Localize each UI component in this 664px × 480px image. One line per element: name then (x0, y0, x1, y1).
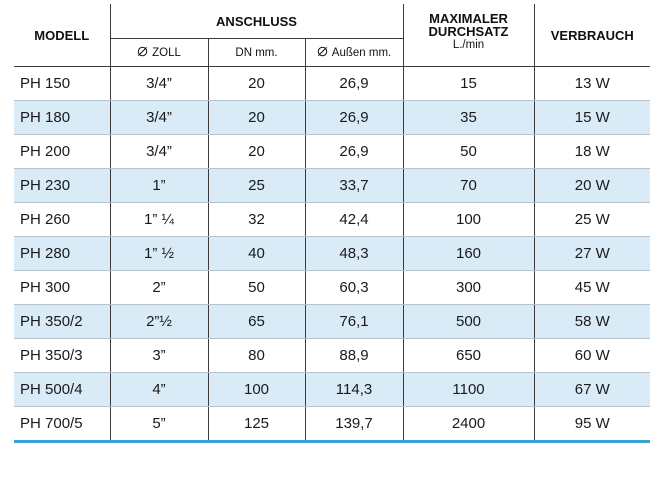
table-row (14, 373, 650, 407)
table-row (14, 407, 650, 442)
cell-zoll: 1” (110, 169, 208, 203)
cell-zoll: 1” ½ (110, 237, 208, 271)
cell-power: 95 W (534, 407, 650, 442)
table-row (14, 101, 650, 135)
table-row (14, 203, 650, 237)
cell-power: 60 W (534, 339, 650, 373)
cell-zoll: 4” (110, 373, 208, 407)
cell-flow: 160 (403, 237, 534, 271)
cell-flow: 70 (403, 169, 534, 203)
cell-power: 15 W (534, 101, 650, 135)
cell-aussen: 139,7 (305, 407, 403, 442)
cell-zoll: 5” (110, 407, 208, 442)
table-row (14, 271, 650, 305)
header-anschluss: ANSCHLUSS (110, 4, 403, 39)
cell-zoll: 2”½ (110, 305, 208, 339)
cell-aussen: 48,3 (305, 237, 403, 271)
cell-power: 67 W (534, 373, 650, 407)
cell-power: 25 W (534, 203, 650, 237)
cell-aussen: 26,9 (305, 101, 403, 135)
header-dn: DN mm. (208, 39, 305, 67)
cell-model: PH 500/4 (14, 373, 110, 407)
cell-zoll: 3” (110, 339, 208, 373)
cell-aussen: 26,9 (305, 67, 403, 101)
cell-model: PH 700/5 (14, 407, 110, 442)
cell-zoll: 3/4” (110, 67, 208, 101)
table-body (14, 67, 650, 442)
cell-aussen: 26,9 (305, 135, 403, 169)
cell-flow: 1100 (403, 373, 534, 407)
cell-model: PH 150 (14, 67, 110, 101)
cell-dn: 32 (208, 203, 305, 237)
header-maximaler: MAXIMALER (429, 11, 508, 26)
cell-aussen: 76,1 (305, 305, 403, 339)
diameter-icon (137, 46, 148, 57)
cell-flow: 2400 (403, 407, 534, 442)
cell-flow: 500 (403, 305, 534, 339)
table-row (14, 305, 650, 339)
cell-model: PH 200 (14, 135, 110, 169)
header-aussen (305, 39, 403, 67)
cell-model: PH 280 (14, 237, 110, 271)
cell-flow: 15 (403, 67, 534, 101)
spec-table-container (14, 4, 650, 443)
table-row (14, 339, 650, 373)
cell-dn: 20 (208, 135, 305, 169)
cell-dn: 20 (208, 67, 305, 101)
header-verbrauch: VERBRAUCH (534, 4, 650, 67)
cell-flow: 35 (403, 101, 534, 135)
cell-model: PH 300 (14, 271, 110, 305)
cell-power: 20 W (534, 169, 650, 203)
cell-power: 58 W (534, 305, 650, 339)
cell-dn: 125 (208, 407, 305, 442)
header-durchsatz: DURCHSATZ (428, 24, 509, 39)
cell-power: 27 W (534, 237, 650, 271)
table-row (14, 169, 650, 203)
cell-flow: 50 (403, 135, 534, 169)
cell-dn: 100 (208, 373, 305, 407)
cell-dn: 65 (208, 305, 305, 339)
header-aussen-label: Außen mm. (331, 47, 392, 59)
header-zoll (110, 39, 208, 67)
cell-aussen: 33,7 (305, 169, 403, 203)
cell-dn: 40 (208, 237, 305, 271)
cell-aussen: 42,4 (305, 203, 403, 237)
cell-aussen: 88,9 (305, 339, 403, 373)
cell-model: PH 180 (14, 101, 110, 135)
cell-flow: 650 (403, 339, 534, 373)
table-row (14, 237, 650, 271)
cell-flow: 100 (403, 203, 534, 237)
cell-dn: 50 (208, 271, 305, 305)
cell-model: PH 350/2 (14, 305, 110, 339)
cell-flow: 300 (403, 271, 534, 305)
header-max-durchsatz (403, 4, 534, 67)
header-modell: MODELL (14, 4, 110, 67)
cell-dn: 80 (208, 339, 305, 373)
cell-model: PH 230 (14, 169, 110, 203)
table-row (14, 135, 650, 169)
header-flow-unit: L./min (452, 39, 485, 51)
cell-power: 45 W (534, 271, 650, 305)
cell-aussen: 60,3 (305, 271, 403, 305)
cell-power: 18 W (534, 135, 650, 169)
cell-dn: 20 (208, 101, 305, 135)
diameter-icon (317, 46, 328, 57)
spec-table (14, 4, 650, 443)
cell-zoll: 3/4” (110, 135, 208, 169)
cell-zoll: 1” ¼ (110, 203, 208, 237)
cell-zoll: 3/4” (110, 101, 208, 135)
table-row (14, 67, 650, 101)
cell-zoll: 2” (110, 271, 208, 305)
header-zoll-label: ZOLL (152, 47, 181, 59)
cell-model: PH 350/3 (14, 339, 110, 373)
cell-dn: 25 (208, 169, 305, 203)
table-header (14, 4, 650, 67)
cell-model: PH 260 (14, 203, 110, 237)
cell-power: 13 W (534, 67, 650, 101)
cell-aussen: 114,3 (305, 373, 403, 407)
